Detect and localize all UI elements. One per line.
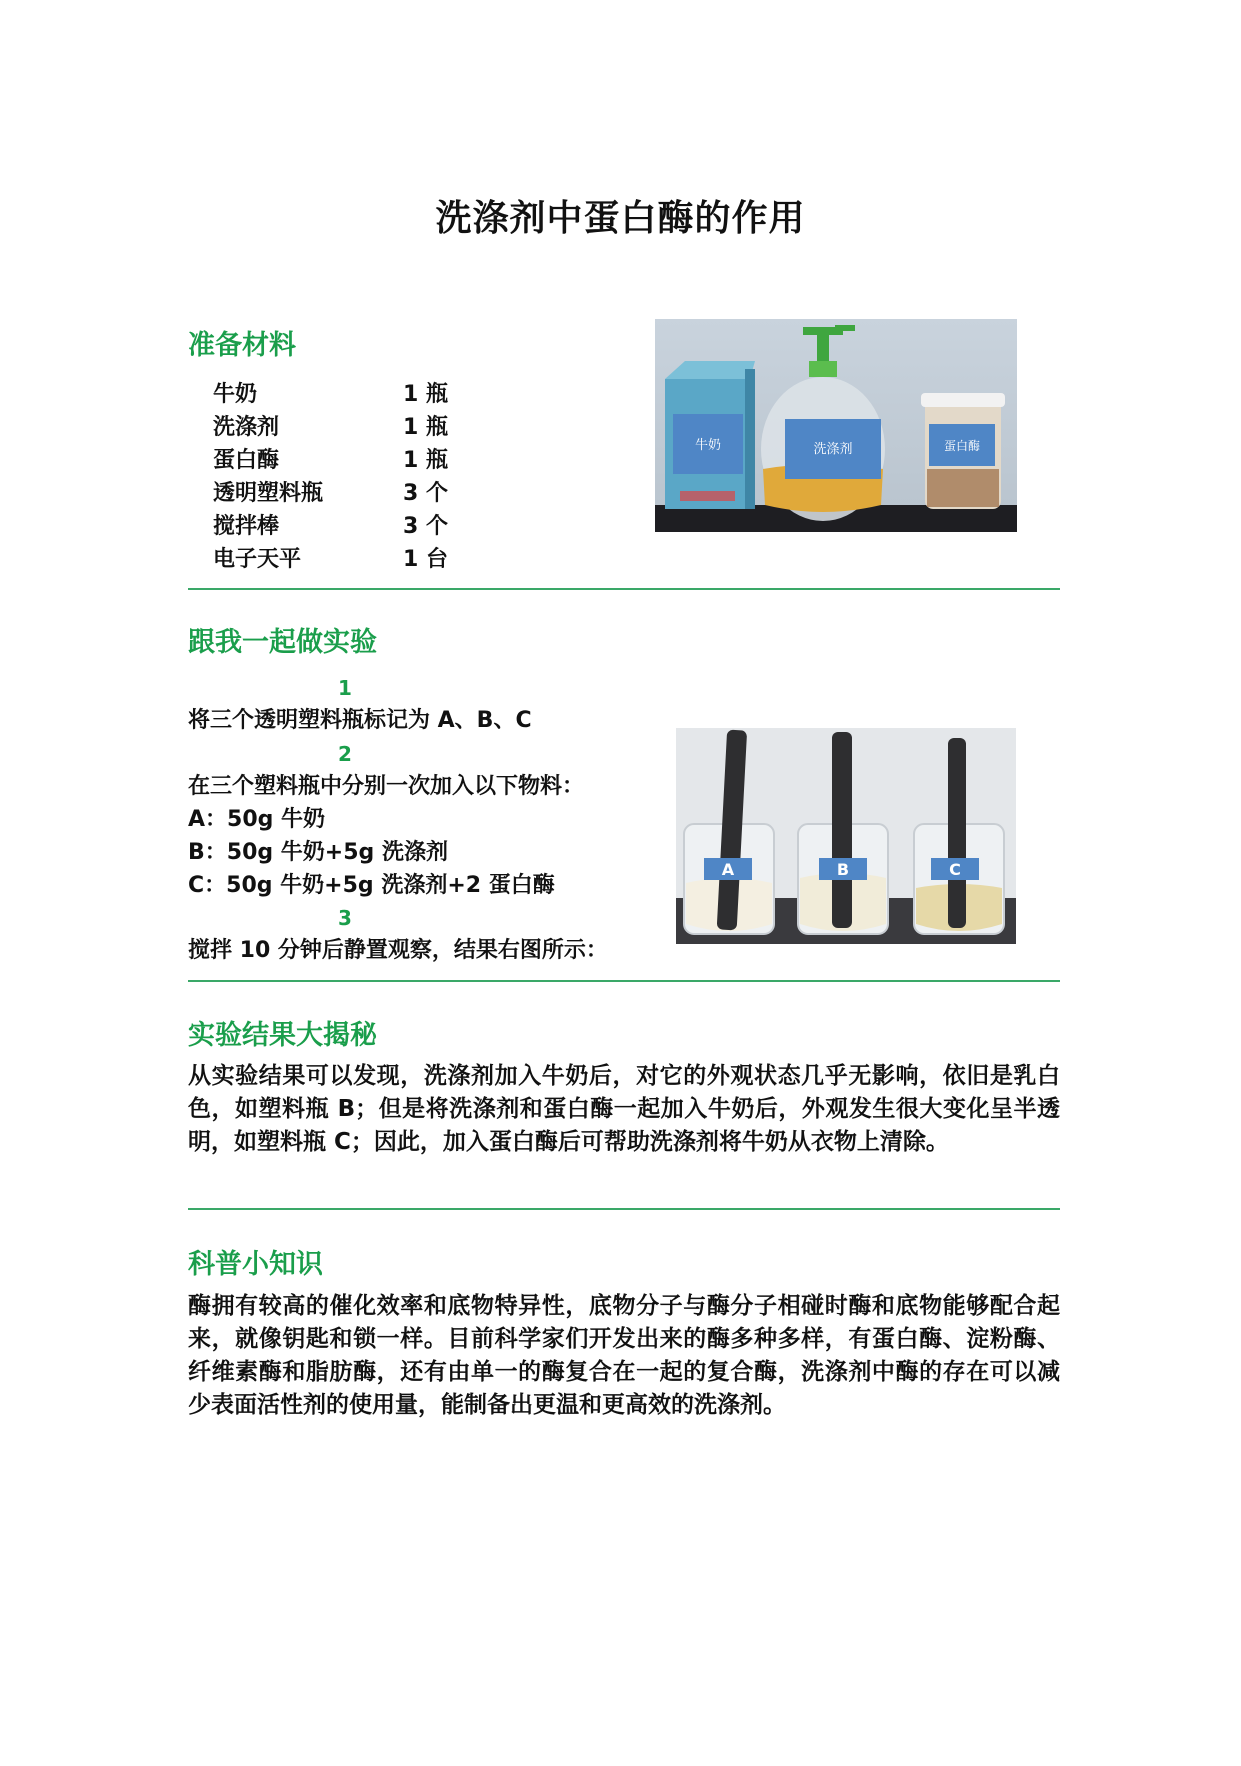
experiment-heading: 跟我一起做实验 bbox=[188, 627, 377, 658]
jar-b-label: B bbox=[836, 860, 850, 879]
step-2-text: 在三个塑料瓶中分别一次加入以下物料： bbox=[188, 774, 585, 799]
divider bbox=[188, 980, 1060, 982]
step-3-text: 搅拌 10 分钟后静置观察，结果右图所示： bbox=[188, 938, 608, 963]
divider bbox=[188, 588, 1060, 590]
milk-label: 牛奶 bbox=[694, 438, 722, 453]
step-1-text: 将三个透明塑料瓶标记为 A、B、C bbox=[188, 708, 532, 733]
detergent-label: 洗涤剂 bbox=[813, 442, 853, 457]
results-paragraph: 从实验结果可以发现，洗涤剂加入牛奶后，对它的外观状态几乎无影响，依旧是乳白色，如塑料瓶 B；但是将洗涤剂和蛋白酶一起加入牛奶后，外观发生很大变化呈半透明，如塑料瓶 C；因此，加入蛋白酶后可帮助洗涤剂将牛奶从衣物上清除。 bbox=[188, 1063, 1060, 1155]
page-title: 洗涤剂中蛋白酶的作用 bbox=[435, 198, 806, 239]
list-item: 蛋白酶 1 瓶 bbox=[213, 448, 448, 473]
jar-c-label: C bbox=[949, 860, 961, 879]
results-heading: 实验结果大揭秘 bbox=[188, 1020, 377, 1051]
step-number: 2 bbox=[338, 742, 352, 766]
material-line-c: C：50g 牛奶+5g 洗涤剂+2 蛋白酶 bbox=[188, 873, 555, 898]
materials-photo bbox=[655, 319, 1017, 532]
enzyme-label: 蛋白酶 bbox=[943, 439, 981, 453]
divider bbox=[188, 1208, 1060, 1210]
list-item: 洗涤剂 1 瓶 bbox=[213, 415, 448, 440]
experiment-photo bbox=[676, 728, 1016, 944]
material-line-a: A：50g 牛奶 bbox=[188, 807, 326, 832]
knowledge-paragraph: 酶拥有较高的催化效率和底物特异性，底物分子与酶分子相碰时酶和底物能够配合起来，就像钥匙和锁一样。目前科学家们开发出来的酶多种多样，有蛋白酶、淀粉酶、纤维素酶和脂肪酶，还有由单一的酶复合在一起的复合酶，洗涤剂中酶的存在可以减少表面活性剂的使用量，能制备出更温和更高效的洗涤剂。 bbox=[188, 1293, 1060, 1418]
step-number: 1 bbox=[338, 676, 352, 700]
knowledge-heading: 科普小知识 bbox=[188, 1249, 323, 1280]
jar-a-label: A bbox=[721, 860, 735, 879]
materials-heading: 准备材料 bbox=[188, 330, 296, 361]
step-number: 3 bbox=[338, 906, 352, 930]
material-line-b: B：50g 牛奶+5g 洗涤剂 bbox=[188, 840, 448, 865]
materials-list bbox=[213, 378, 448, 576]
list-item: 搅拌棒 3 个 bbox=[213, 514, 448, 539]
list-item: 牛奶 1 瓶 bbox=[213, 382, 448, 407]
list-item: 透明塑料瓶 3 个 bbox=[213, 481, 448, 506]
list-item: 电子天平 1 台 bbox=[213, 547, 448, 572]
